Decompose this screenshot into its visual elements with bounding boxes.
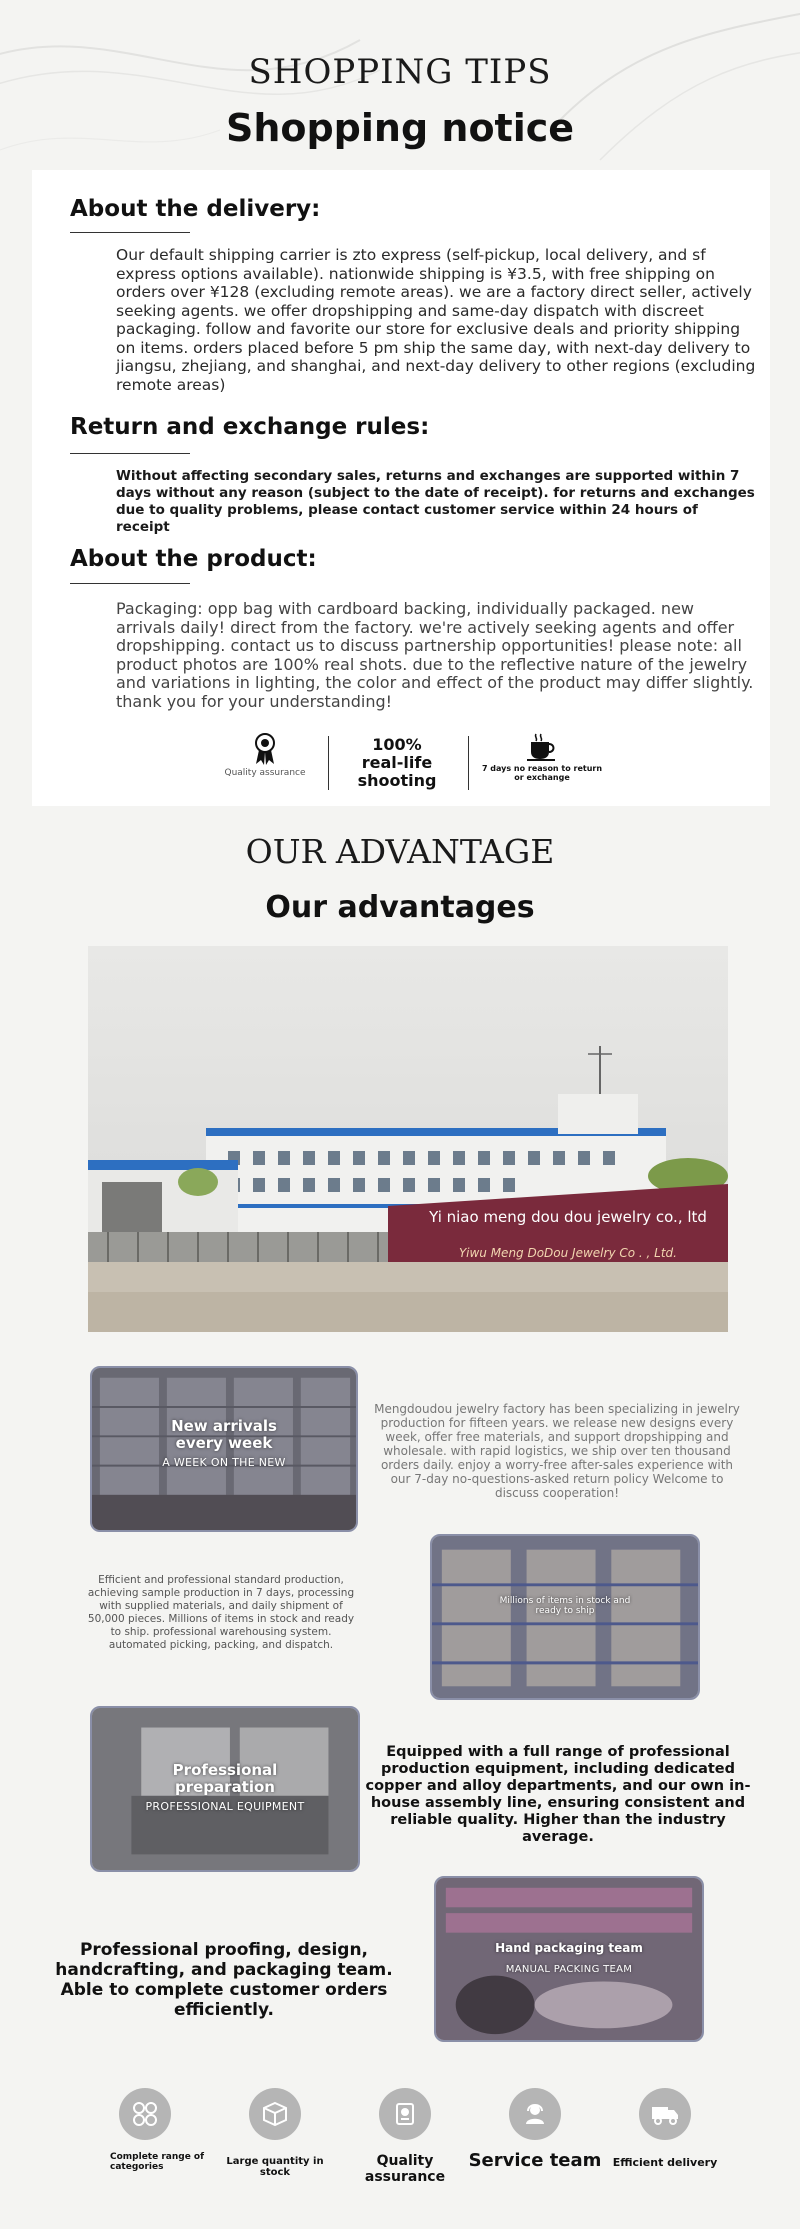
equipment-title-1: Professional [172, 1761, 278, 1779]
product-text: Packaging: opp bag with cardboard backing, individually packaged. new arrivals daily! direct from the factory. we're actively seeking agents and offer dropshipping. contact us to discuss partnership opportunities! please note: all product photos are 100% real shots. due to the reflective nature of the jewelry and variations in lighting, the color and effect of the product may differ slightly. thank you for your understanding! [116, 599, 754, 711]
warehouse-caption-2: ready to ship [535, 1606, 595, 1616]
feature-service [468, 2088, 602, 2171]
new-arrivals-title-1: New arrivals [171, 1417, 277, 1435]
real-shot-badge [342, 736, 452, 796]
new-arrivals-subtitle: A WEEK ON THE NEW [162, 1456, 286, 1469]
packing-team-subtitle: MANUAL PACKING TEAM [505, 1964, 633, 1975]
quality-badge [210, 732, 320, 792]
return-badge-line1: 7 days no reason to return [481, 764, 603, 773]
coffee-cup-icon [525, 732, 559, 762]
return-text: Without affecting secondary sales, returns and exchanges are supported within 7 days without any reason (subject to the date of receipt). for returns and exchanges due to quality problems, please contact customer service within 24 hours of receipt [116, 468, 755, 535]
badge-divider [328, 736, 329, 790]
real-shot-line3: shooting [357, 771, 437, 790]
quality-badge-label: Quality assurance [224, 768, 306, 778]
new-arrivals-photo [90, 1366, 358, 1532]
return-underline [70, 453, 190, 454]
feature-service-circle [509, 2088, 561, 2140]
feature-service-label: Service team [468, 2150, 602, 2171]
our-advantage-heading: OUR ADVANTAGE [245, 832, 555, 871]
delivery-title: About the delivery: [70, 196, 321, 222]
feature-delivery-circle [639, 2088, 691, 2140]
factory-intro-text: Mengdoudou jewelry factory has been specializing in jewelry production for fifteen years. we release new designs every week, offer free materials, and support dropshipping and wholesale. with rapid logistics, we ship over ten thousand orders daily. enjoy a worry-free after-sales experience with our 7-day no-questions-asked return policy Welcome to discuss cooperation! [374, 1402, 740, 1500]
grid-icon [131, 2100, 159, 2128]
factory-sign-subname: Yiwu Meng DoDou Jewelry Co . , Ltd. [459, 1246, 677, 1260]
equipment-text: Equipped with a full range of professional production equipment, including dedicated copper and alloy departments, and our own in-house assembly line, ensuring consistent and reliable quality. Higher than the industry average. [365, 1744, 751, 1845]
factory-sign-name: Yi niao meng dou dou jewelry co., ltd [429, 1208, 707, 1226]
team-text: Professional proofing, design, handcrafting, and packaging team. Able to complete customer orders efficiently. [55, 1940, 393, 2020]
packing-team-photo [434, 1876, 704, 2042]
warehouse-photo [430, 1534, 700, 1700]
feature-quality-label: Quality assurance [364, 2153, 446, 2185]
feature-categories-circle [119, 2088, 171, 2140]
feature-categories-label-2: categories [110, 2162, 164, 2172]
factory-photo [88, 946, 728, 1332]
badge-divider [468, 736, 469, 790]
feature-stock-label: Large quantity in stock [226, 2156, 324, 2178]
truck-icon [650, 2100, 680, 2128]
shopping-notice-heading: Shopping notice [225, 106, 575, 150]
return-badge [472, 732, 612, 792]
packing-team-title: Hand packaging team [495, 1941, 643, 1955]
feature-delivery [610, 2088, 720, 2169]
return-badge-line2: or exchange [514, 773, 570, 782]
product-underline [70, 583, 190, 584]
real-shot-percent: 100% [372, 735, 422, 754]
return-title: Return and exchange rules: [70, 414, 430, 440]
feature-stock [220, 2088, 330, 2178]
delivery-underline [70, 232, 190, 233]
feature-quality [350, 2088, 460, 2185]
new-arrivals-title-2: every week [175, 1434, 273, 1452]
equipment-title-2: preparation [175, 1778, 275, 1796]
equipment-photo [90, 1706, 360, 1872]
guarantee-badges [32, 732, 770, 792]
feature-delivery-label: Efficient delivery [612, 2156, 718, 2169]
feature-categories-label-1: Complete range of [110, 2152, 205, 2162]
product-title: About the product: [70, 546, 317, 572]
feature-categories [90, 2088, 205, 2172]
delivery-text: Our default shipping carrier is zto express (self-pickup, local delivery, and sf express options available). nationwide shipping is ¥3.5, with free shipping on orders over ¥128 (excluding remote areas). we are a factory direct seller, actively seeking agents. we offer dropshipping and same-day dispatch with discreet packaging. follow and favorite our store for exclusive deals and priority shipping on items. orders placed before 5 pm ship the same day, with next-day delivery to jiangsu, zhejiang, and shanghai, and next-day delivery to other regions (excluding remote areas) [116, 246, 756, 394]
medal-icon [251, 732, 279, 766]
feature-quality-circle [379, 2088, 431, 2140]
real-shot-line2: real-life [361, 753, 433, 772]
person-icon [521, 2100, 549, 2128]
feature-stock-circle [249, 2088, 301, 2140]
our-advantages-heading: Our advantages [265, 890, 535, 925]
shopping-tips-heading: SHOPPING TIPS [248, 52, 552, 92]
warehouse-caption-1: Millions of items in stock and [499, 1596, 631, 1606]
production-text: Efficient and professional standard production, achieving sample production in 7 days, processing with supplied materials, and daily shipment of 50,000 pieces. Millions of items in stock and ready to ship. professional warehousing system. automated picking, packing, and dispatch. [87, 1574, 355, 1651]
shield-icon [391, 2100, 419, 2128]
box-icon [261, 2100, 289, 2128]
notice-card [32, 170, 770, 806]
equipment-subtitle: PROFESSIONAL EQUIPMENT [145, 1800, 305, 1813]
